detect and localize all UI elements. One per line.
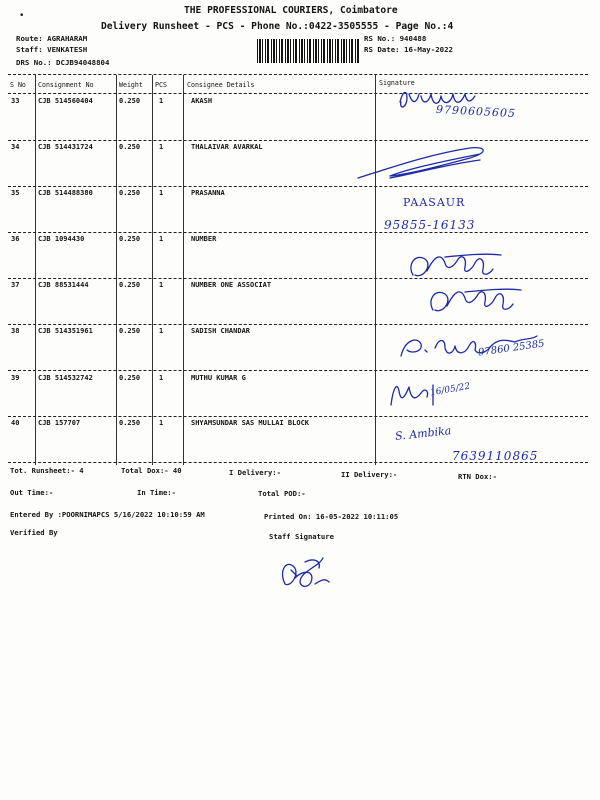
- handwritten-date-row39: 16/05/22: [429, 381, 471, 399]
- in-time: In Time:-: [137, 488, 176, 497]
- row-consignee: SADISH CHANDAR: [191, 327, 251, 335]
- row-sno: 38: [11, 327, 20, 335]
- handwritten-phone-row38: 97860 25385: [477, 338, 546, 359]
- row-sno: 39: [11, 374, 20, 382]
- staff-signature-label: Staff Signature: [269, 532, 334, 541]
- col-sep: [35, 75, 36, 465]
- company-title: THE PROFESSIONAL COURIERS, Coimbatore: [184, 5, 398, 16]
- col-sep: [375, 75, 376, 465]
- row-consignee: THALAIVAR AVARKAL: [191, 143, 263, 151]
- row-weight: 0.250: [119, 97, 141, 105]
- col-signature: Signature: [379, 79, 415, 87]
- row-rule: [8, 140, 588, 141]
- col-consignee: Consignee Details: [187, 81, 255, 89]
- verified-by: Verified By: [10, 528, 58, 537]
- row-consignment: CJB 514532742: [38, 374, 93, 382]
- col-sep: [152, 75, 153, 465]
- row-pcs: 1: [159, 97, 164, 105]
- row-pcs: 1: [159, 143, 164, 151]
- row-consignee: MUTHU KUMAR G: [191, 374, 246, 382]
- handwritten-phone-row35: 95855-16133: [384, 218, 476, 232]
- printed-on: Printed On: 16-05-2022 10:11:05: [264, 512, 399, 521]
- row-sno: 40: [11, 419, 20, 427]
- row-consignment: CJB 157707: [38, 419, 81, 427]
- drs-number: DRS No.: DCJB94048804: [16, 58, 110, 67]
- row-weight: 0.250: [119, 327, 141, 335]
- col-consignment: Consignment No: [38, 81, 94, 89]
- total-pod: Total POD:-: [258, 489, 306, 498]
- runsheet-subtitle: Delivery Runsheet - PCS - Phone No.:0422-3505555 - Page No.:4: [101, 21, 454, 32]
- col-sep: [116, 75, 117, 465]
- signature-row36: [405, 245, 515, 285]
- row-sno: 33: [11, 97, 20, 105]
- scan-mark: •: [19, 11, 25, 21]
- row-weight: 0.250: [119, 189, 141, 197]
- row-consignee: NUMBER ONE ASSOCIAT: [191, 281, 272, 289]
- signature-row37: [425, 280, 535, 320]
- row-weight: 0.250: [119, 143, 141, 151]
- row-sno: 34: [11, 143, 20, 151]
- row-rule: [8, 370, 588, 371]
- row-pcs: 1: [159, 281, 164, 289]
- handwritten-phone-row33: 9790605605: [435, 102, 517, 121]
- table-top-rule: [8, 74, 588, 75]
- ii-delivery: II Delivery:-: [341, 470, 398, 479]
- handwritten-name-row35: PAASAUR: [403, 196, 466, 209]
- row-pcs: 1: [159, 327, 164, 335]
- barcode: [257, 39, 359, 63]
- row-rule: [8, 232, 588, 233]
- entered-by: Entered By :POORNIMAPCS 5/16/2022 10:10:59 AM: [10, 510, 205, 519]
- col-sno: S No: [10, 81, 26, 89]
- row-pcs: 1: [159, 419, 164, 427]
- col-pcs: PCS: [155, 81, 167, 89]
- row-weight: 0.250: [119, 235, 141, 243]
- row-sno: 37: [11, 281, 20, 289]
- route-label: Route: AGRAHARAM: [16, 34, 88, 43]
- rtn-dox: RTN Dox:-: [458, 472, 497, 481]
- staff-label: Staff: VENKATESH: [16, 45, 88, 54]
- col-sep: [183, 75, 184, 465]
- row-pcs: 1: [159, 374, 164, 382]
- total-runsheet: Tot. Runsheet:- 4: [10, 466, 84, 475]
- signature-row34: [350, 138, 500, 188]
- row-rule: [8, 324, 588, 325]
- row-consignment: CJB 88531444: [38, 281, 89, 289]
- row-consignment: CJB 1094430: [38, 235, 85, 243]
- row-consignee: AKASH: [191, 97, 213, 105]
- row-pcs: 1: [159, 189, 164, 197]
- row-weight: 0.250: [119, 419, 141, 427]
- row-consignee: NUMBER: [191, 235, 217, 243]
- i-delivery: I Delivery:-: [229, 468, 281, 477]
- rs-number: RS No.: 940488: [364, 34, 427, 43]
- rs-date: RS Date: 16-May-2022: [364, 45, 453, 54]
- handwritten-phone-row40: 7639110865: [452, 449, 539, 463]
- handwritten-name-row40: S. Ambika: [394, 424, 452, 443]
- row-rule: [8, 186, 588, 187]
- row-consignment: CJB 514351961: [38, 327, 93, 335]
- row-consignment: CJB 514431724: [38, 143, 93, 151]
- row-consignee: SHYAMSUNDAR SAS MULLAI BLOCK: [191, 419, 310, 427]
- row-sno: 36: [11, 235, 20, 243]
- row-rule: [8, 416, 588, 417]
- row-consignment: CJB 514560404: [38, 97, 93, 105]
- out-time: Out Time:-: [10, 488, 54, 497]
- row-consignment: CJB 514488380: [38, 189, 93, 197]
- total-dox: Total Dox:- 40: [121, 466, 182, 475]
- col-weight: Weight: [119, 81, 143, 89]
- row-sno: 35: [11, 189, 20, 197]
- row-consignee: PRASANNA: [191, 189, 225, 197]
- row-weight: 0.250: [119, 281, 141, 289]
- staff-signature: [275, 548, 335, 594]
- row-pcs: 1: [159, 235, 164, 243]
- row-weight: 0.250: [119, 374, 141, 382]
- table-header-rule: [8, 93, 588, 94]
